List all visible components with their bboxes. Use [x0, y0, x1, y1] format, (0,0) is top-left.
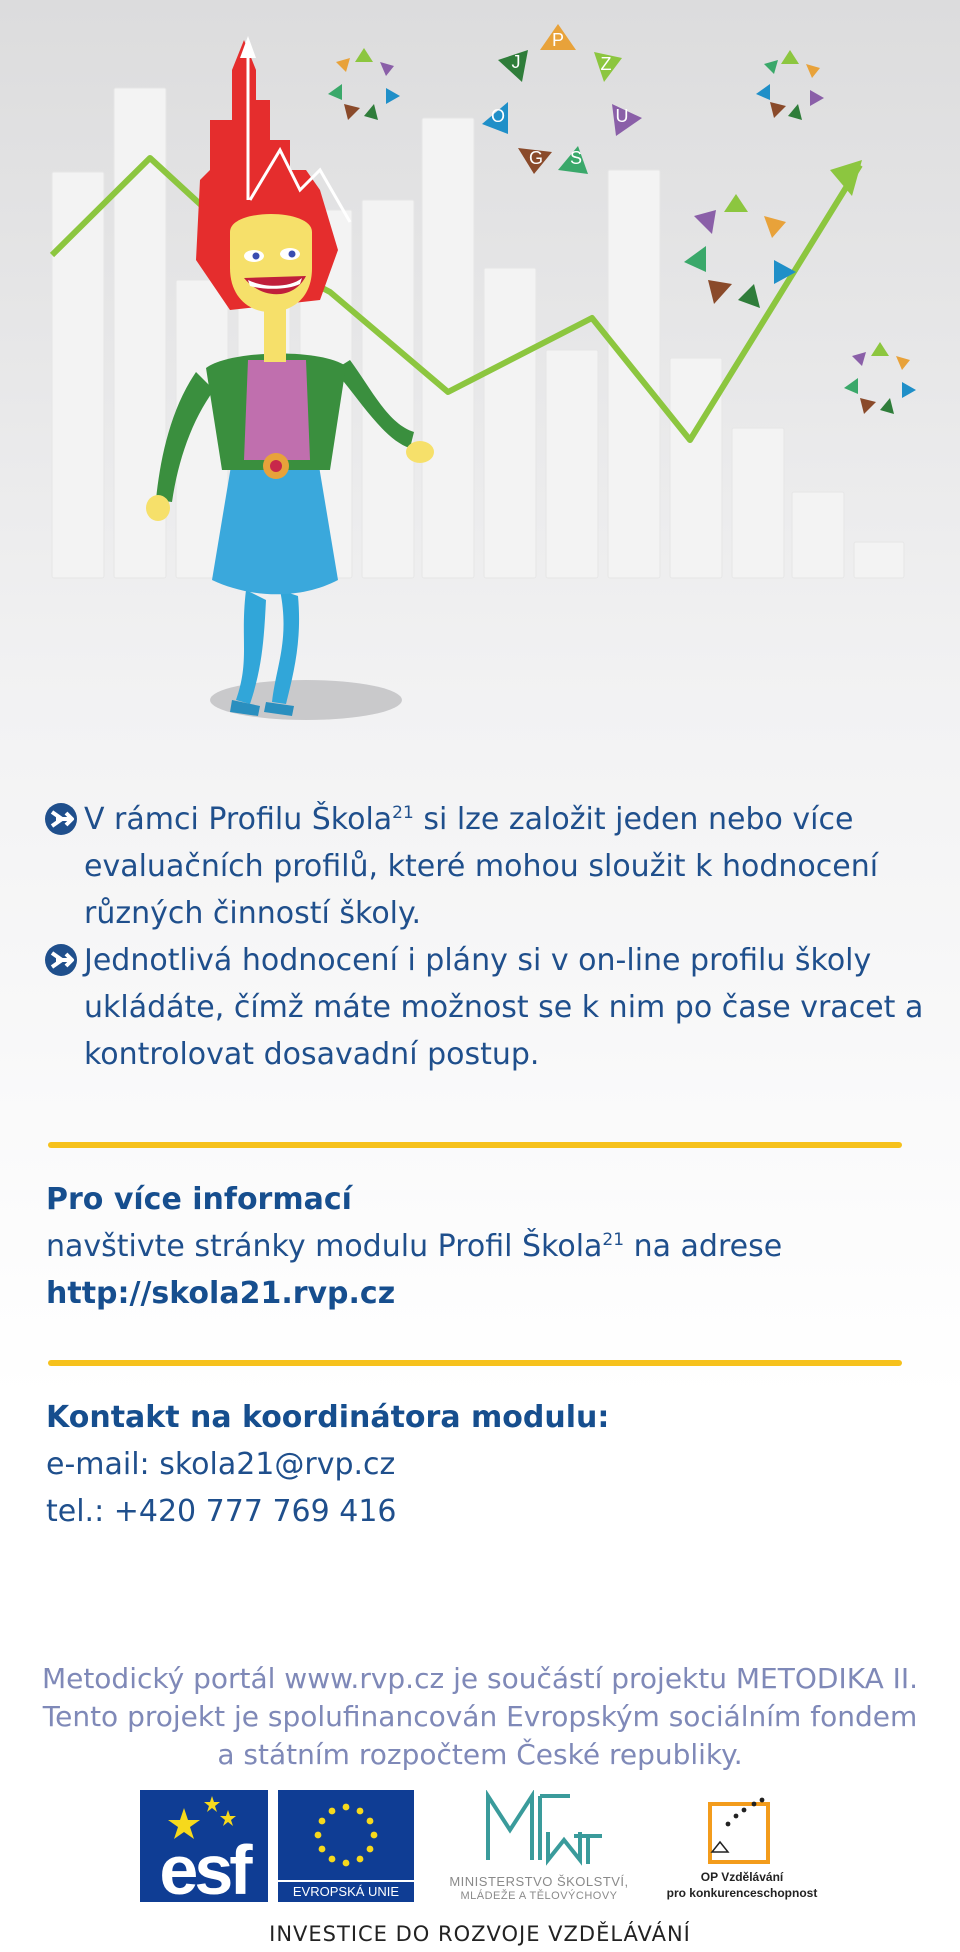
info-line: navštivte stránky modulu Profil Škola$^{21}$ na adrese [46, 1229, 783, 1264]
footer-line: a státním rozpočtem České republiky. [217, 1738, 743, 1771]
svg-text:S: S [569, 148, 583, 168]
bottom-slogan: INVESTICE DO ROZVOJE VZDĚLÁVÁNÍ [269, 1922, 691, 1946]
bullet-list [44, 796, 924, 1078]
footer-line: Tento projekt je spolufinancován Evropským sociálním fondem [42, 1700, 918, 1733]
esf-wordmark: esf [159, 1831, 249, 1909]
contact-section [46, 1394, 609, 1535]
arrow-bullet-icon [44, 937, 84, 981]
contact-email[interactable]: e-mail: skola21@rvp.cz [46, 1447, 396, 1482]
eu-stars-icon [315, 1804, 378, 1867]
letter-wheel-small-1 [328, 48, 400, 120]
hero-illustration [0, 0, 960, 740]
bullet-text: Jednotlivá hodnocení i plány si v on-line profilu školy ukládáte, čímž máte možnost se k nim po čase vracet a kontrolovat dosavadní postup. [84, 943, 924, 1072]
bullet-item [44, 796, 924, 937]
arrow-bullet-icon [44, 796, 84, 840]
footer-text [0, 1660, 960, 1774]
contact-phone[interactable]: tel.: +420 777 769 416 [46, 1494, 397, 1529]
logo-strip [0, 1790, 960, 1920]
op-label: pro konkurenceschopnost [666, 1886, 818, 1900]
svg-text:O: O [490, 106, 506, 126]
msmt-label: MINISTERSTVO ŠKOLSTVÍ, [449, 1874, 629, 1889]
info-section [46, 1176, 782, 1317]
eu-label: EVROPSKÁ UNIE [278, 1882, 414, 1902]
bullet-text: V rámci Profilu Škola$^{21}$ si lze založit jeden nebo více evaluačních profilů, které mohou sloužit k hodnocení různých činností školy. [84, 802, 879, 931]
svg-text:Z: Z [600, 54, 612, 74]
svg-text:G: G [528, 148, 544, 168]
info-heading: Pro více informací [46, 1182, 352, 1217]
letter-wheel-main [482, 24, 642, 174]
op-logo [662, 1790, 822, 1902]
op-label: OP Vzdělávání [700, 1870, 784, 1884]
eu-logo [278, 1790, 414, 1902]
msmt-logo [424, 1790, 654, 1902]
divider-line [48, 1360, 902, 1366]
svg-text:J: J [511, 52, 521, 72]
svg-text:U: U [615, 106, 629, 126]
letter-wheel-small-3 [844, 342, 916, 414]
msmt-label: MLÁDEŽE A TĚLOVÝCHOVY [460, 1890, 618, 1902]
contact-heading: Kontakt na koordinátora modulu: [46, 1400, 610, 1435]
letter-wheel-small-2 [756, 50, 824, 120]
footer-line: Metodický portál www.rvp.cz je součástí projektu METODIKA II. [41, 1662, 919, 1695]
info-url-link[interactable]: http://skola21.rvp.cz [46, 1276, 396, 1311]
svg-text:P: P [551, 30, 565, 50]
bullet-item [44, 937, 924, 1078]
esf-logo [140, 1790, 268, 1909]
bar-chart-background [52, 88, 904, 578]
divider-line [48, 1142, 902, 1148]
